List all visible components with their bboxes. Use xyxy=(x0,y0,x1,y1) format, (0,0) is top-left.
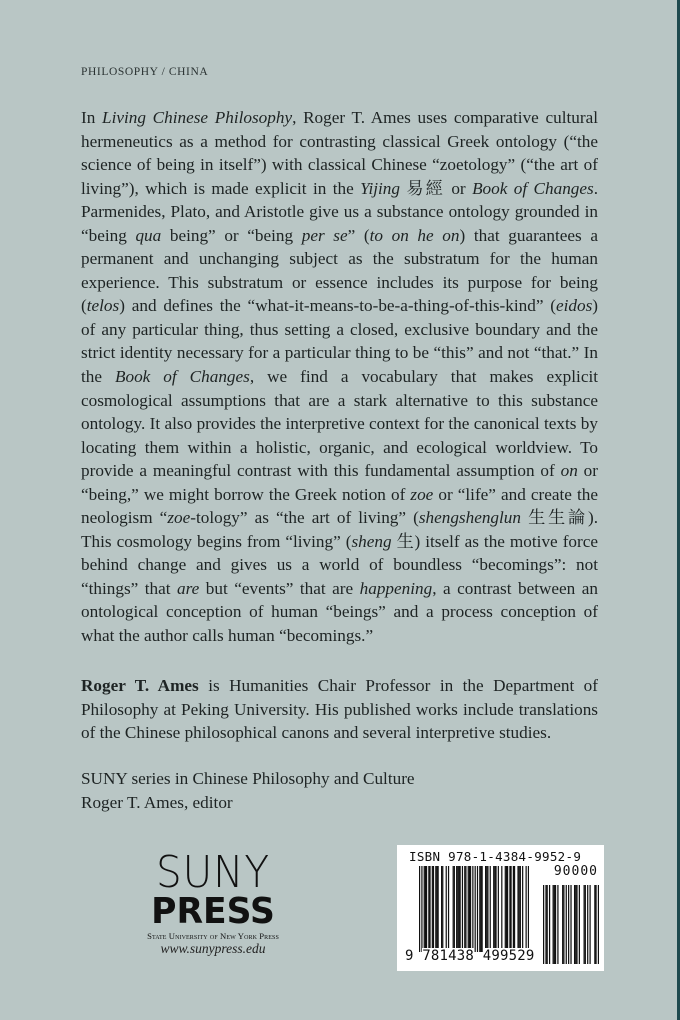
logo-press-text: PRESS xyxy=(151,891,275,932)
series-info xyxy=(81,767,598,814)
isbn-barcode xyxy=(397,845,604,971)
logo-suny-text: SUNY xyxy=(155,847,271,898)
series-title: SUNY series in Chinese Philosophy and Culture xyxy=(81,769,415,788)
isbn-label: ISBN 978-1-4384-9952-9 xyxy=(409,849,582,864)
publisher-full-name: State University of New York Press xyxy=(147,931,279,941)
ean5-addon-bars-icon xyxy=(543,885,599,964)
author-name: Roger T. Ames xyxy=(81,676,199,695)
price-addon-code: 90000 xyxy=(553,864,598,879)
publisher-url: www.sunypress.edu xyxy=(160,941,266,956)
publisher-logo xyxy=(138,847,288,957)
category-label: PHILOSOPHY / CHINA xyxy=(81,66,209,78)
ean-digits: 9 781438 499529 xyxy=(405,948,535,964)
author-bio xyxy=(81,674,598,745)
series-editor: Roger T. Ames, editor xyxy=(81,792,233,812)
ean13-bars-icon xyxy=(419,866,529,952)
book-description: In Living Chinese Philosophy, Roger T. Ames uses comparative cultural hermeneutics as a method for contrasting classical Greek ontology (“the science of being in itself”) with classical Chinese “zoetology” (“the art of living”), which is made explicit in the Yijing 易經 or Book of Changes. Parmenides, Plato, and Aristotle give us a substance ontology grounded in “being qua being” or “being per se” (to on he on) that guarantees a permanent and unchanging subject as the substratum for the human experience. This substratum or essence includes its purpose for being (telos) and defines the “what-it-means-to-be-a-thing-of-this-kind” (eidos) of any particular thing, thus setting a closed, exclusive boundary and the strict identity necessary for a particular thing to be “this” and not “that.” In the Book of Changes, we find a vocabulary that makes explicit cosmological assumptions that are a stark alternative to this substance ontology. It also provides the interpretive context for the canonical texts by locating them within a holistic, organic, and ecological worldview. To provide a meaningful contrast with this fundamental assumption of on or “being,” we might borrow the Greek notion of zoe or “life” and create the neologism “zoe-tology” as “the art of living” (shengshenglun 生生論). This cosmology begins from “living” (sheng 生) itself as the motive force behind change and gives us a world of boundless “becomings”: not “things” that are but “events” that are happening, a contrast between an ontological conception of human “beings” and a process conception of what the author calls human “becomings.” xyxy=(81,108,599,646)
author-bio-text: is Humanities Chair Professor in the Department of Philosophy at Peking University. His published works include translations of the Chinese philosophical canons and several interpretive studies. xyxy=(81,676,598,743)
